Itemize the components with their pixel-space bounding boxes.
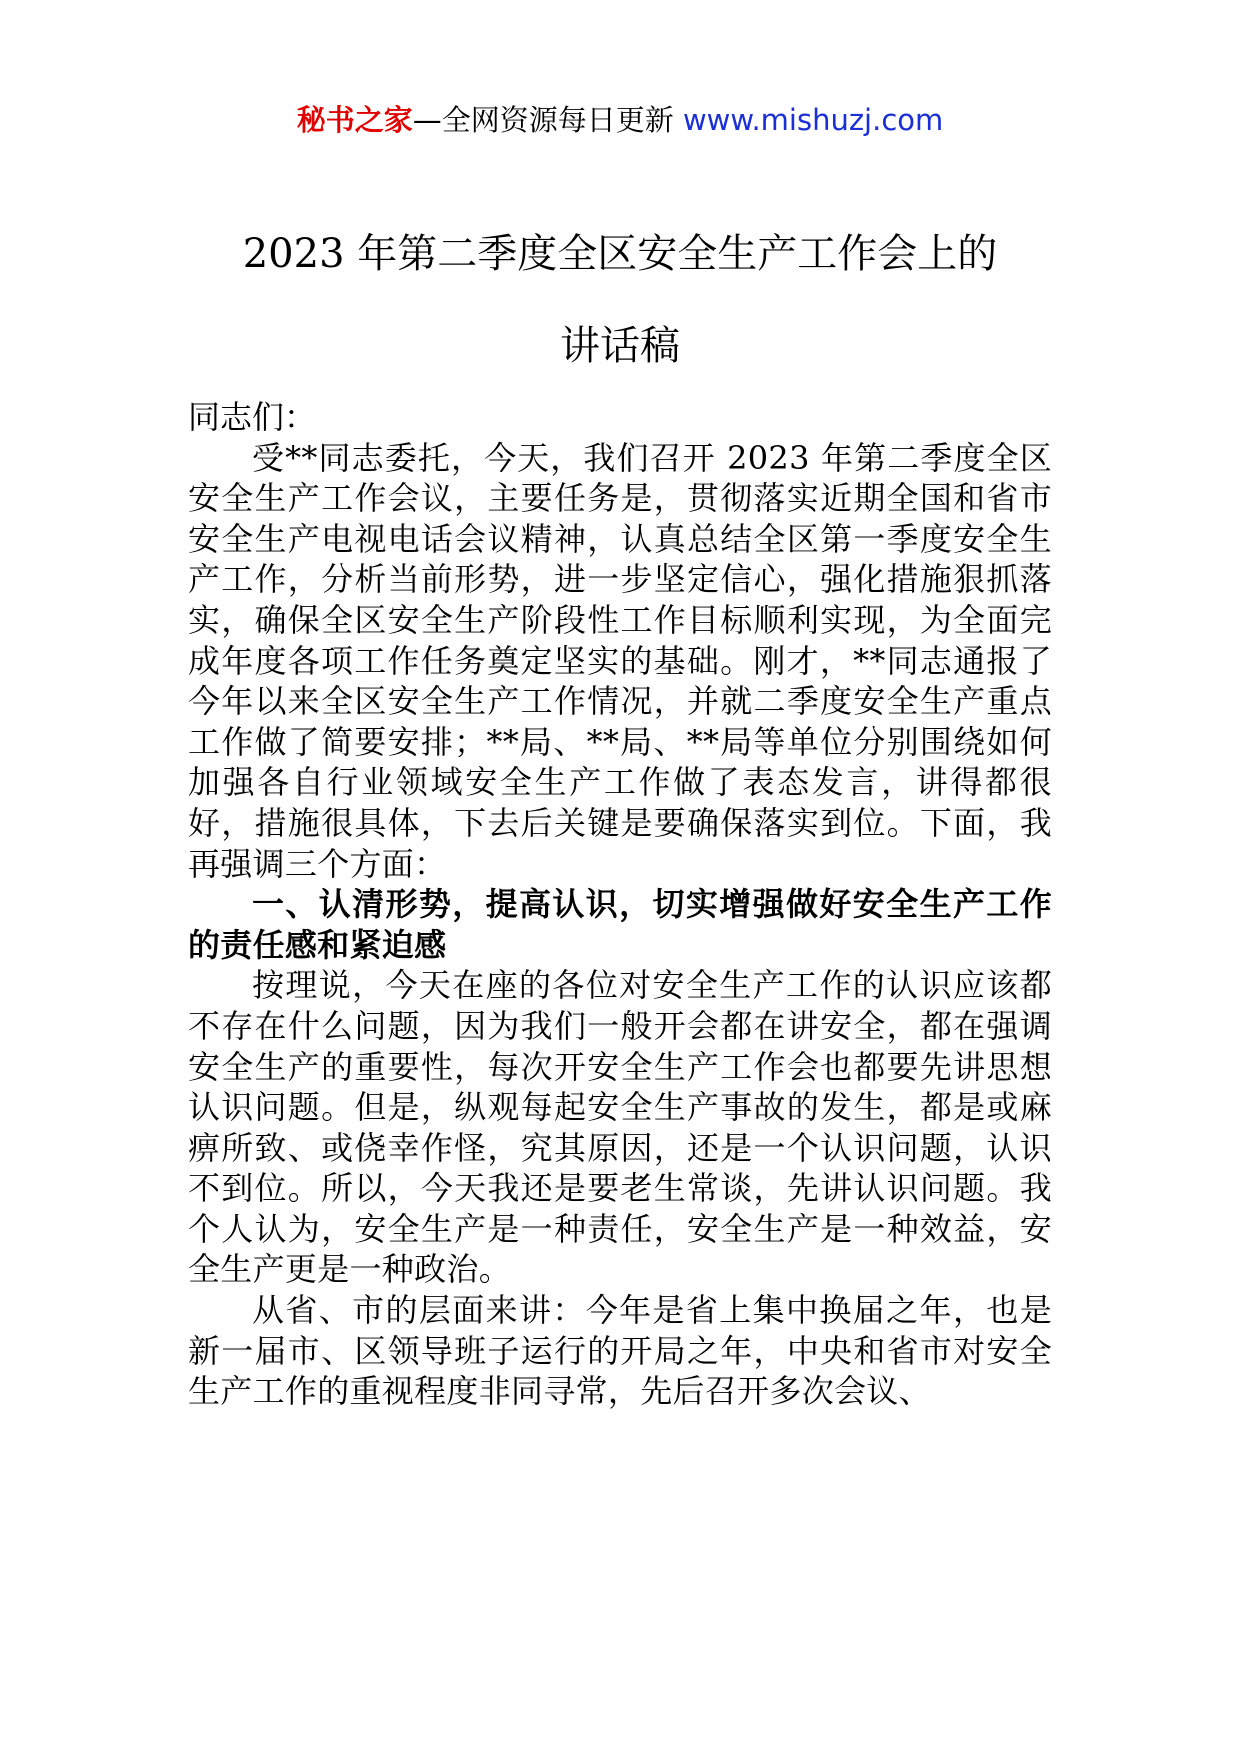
brand-name: 秘书之家 xyxy=(296,103,413,137)
title-line-2: 讲话稿 xyxy=(560,323,680,369)
document-title xyxy=(150,208,1090,392)
salutation: 同志们： xyxy=(188,398,317,436)
site-header xyxy=(0,100,1240,140)
paragraph-2: 按理说，今天在座的各位对安全生产工作的认识应该都不存在什么问题，因为我们一般开会都在讲安全，都在强调安全生产的重要性，每次开安全生产工作会也都要先讲思想认识问题。但是，纵观每起安全生产事故的发生，都是或麻痹所致、或侥幸作怪，究其原因，还是一个认识问题，认识不到位。所以，今天我还是要老生常谈，先讲认识问题。我个人认为，安全生产是一种责任，安全生产是一种效益，安全生产更是一种政治。 xyxy=(188,966,1052,1289)
section-heading-1: 一、认清形势，提高认识，切实增强做好安全生产工作的责任感和紧迫感 xyxy=(188,885,1052,964)
header-slogan: —全网资源每日更新 xyxy=(412,103,683,137)
paragraph-1: 受**同志委托，今天，我们召开 2023 年第二季度全区安全生产工作会议，主要任务是，贯彻落实近期全国和省市安全生产电视电话会议精神，认真总结全区第一季度安全生产工作，分析当前形势，进一步坚定信心，强化措施狠抓落实，确保全区安全生产阶段性工作目标顺利实现，为全面完成年度各项工作任务奠定坚实的基础。刚才，**同志通报了今年以来全区安全生产工作情况，并就二季度安全生产重点工作做了简要安排；**局、**局、**局等单位分别围绕如何加强各自行业领域安全生产工作做了表态发言，讲得都很好，措施很具体，下去后关键是要确保落实到位。下面，我再强调三个方面： xyxy=(188,438,1052,883)
paragraph-3: 从省、市的层面来讲：今年是省上集中换届之年，也是新一届市、区领导班子运行的开局之年，中央和省市对安全生产工作的重视程度非同寻常，先后召开多次会议、 xyxy=(188,1291,1052,1411)
header-url-link[interactable]: www.mishuzj.com xyxy=(682,103,944,137)
document-body xyxy=(188,397,1052,1412)
title-line-1: 2023 年第二季度全区安全生产工作会上的 xyxy=(242,231,998,277)
